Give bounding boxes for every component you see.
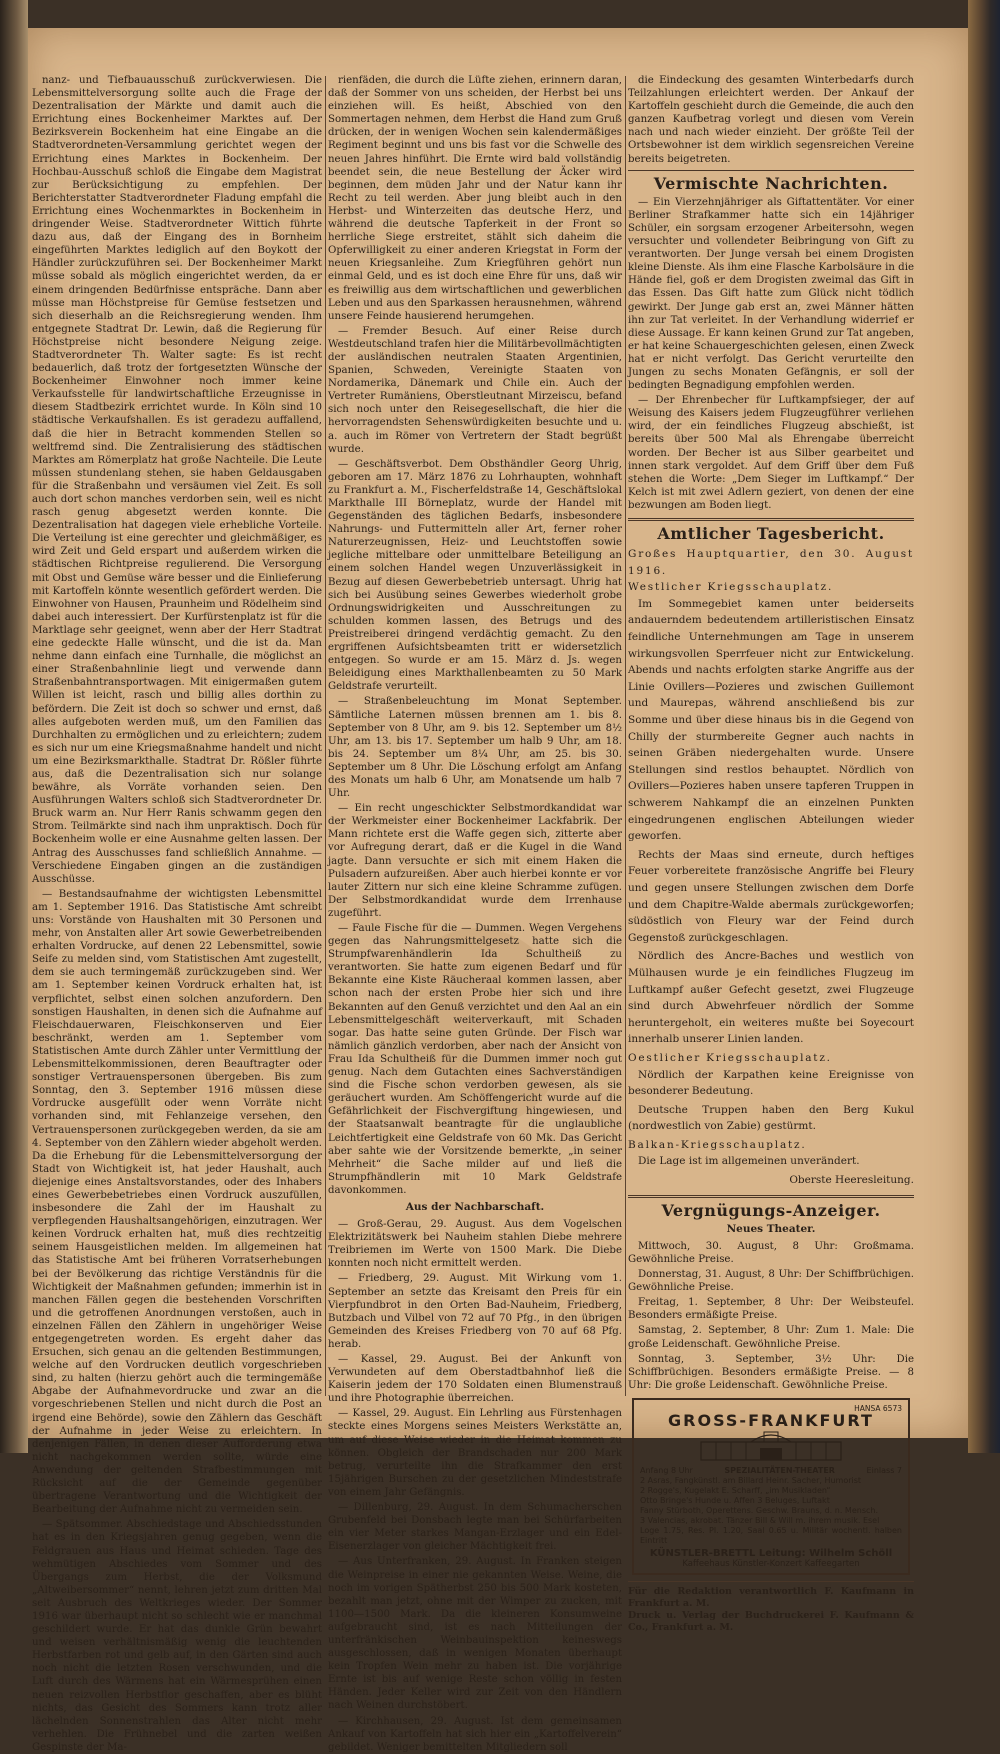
report-paragraph: Rechts der Maas sind erneute, durch heftiges Feuer vorbereitete französische Angriffe bei Fleury und gegen unsere Stellungen zwischen dem Dorfe und dem Chapitre-Walde abermals zurückgeworfen; südöstlich von Fleury war der Feind durch Gegenstoß zurückgeschlagen. — [628, 848, 914, 944]
article-bestandsaufnahme: — Bestandsaufnahme der wichtigsten Lebensmittel am 1. September 1916. Das Statistische Amt schreibt uns: Vorstände von Haushalten mit 30 Personen und mehr, von Anstalten aller Art sowie Gewerbetreibenden erhalten Vordrucke, auf denen 22 Lebensmittel, sowie Seife zu melden sind, vom Statistischen Amt zugestellt, dem sie auch termingemäß zurückzugeben sind. Wer am 1. September keinen Vordruck erhalten hat, ist verpflichtet, selbst einen solchen anzufordern. Den sonstigen Haushalten, in denen sich die Aufnahme auf Fleischdauerwaren, Fleischkonserven und Eier beschränkt, werden am 1. September vom Statistischen Amte durch Zähler unter Vermittlung der Lebensmittelkommissionen, deren Beauftragter oder sonstiger Vertrauenspersonen übergeben. Bis zum Sonntag, den 3. September 1916 müssen diese Vordrucke ausgefüllt oder wenn Vorräte nicht vorhanden sind, mit Fehlanzeige versehen, den Vertrauenspersonen zurückgegeben werden, da sie am 4. September von den Zählern wieder abgeholt werden. Da die Erhebung für die Lebensmittelversorgung der Stadt von Wichtigkeit ist, hat jeder Haushalt, auch diejenige eines Anstaltsvorstandes, oder des Inhabers eines Gewerbebetriebes einen Vordruck auszufüllen, insbesondere die Zahl der im Haushalt zu verpflegenden Haushaltsangehörigen, einzutragen. Wer keinen Vordruck erhalten hat, muß dies rechtzeitig seinem Hausgeistlichen melden. Im allgemeinen hat das Statistische Amt bei früheren Vorratserhebungen bei der Bevölkerung das richtige Verständnis für die Wichtigkeit der Maßnahmen gefunden; immerhin ist in manchen Fällen gegen die bestehenden Vorschriften und die getroffenen Anordnungen verstoßen, auch in einzelnen Fällen den Zählern in ungehöriger Weise entgegengetreten worden. Es ergeht daher das Ersuchen, sich genau an die geltenden Bestimmungen, welche auf den Vordrucken deutlich vorgeschrieben sind, zu halten (hierzu gehört auch die termingemäße Abgabe der Aufnahmevordrucke und zwar an die vorgeschriebenen Stellen und nicht durch die Post an irgend eine Behörde), sowie den Zählern das Geschäft der Aufnahme in jeder Weise zu erleichtern. In denjenigen Fällen, in denen dieser Aufforderung etwa nicht nachgekommen werden sollte, würde eine Anwendung der geltenden Strafbestimmungen mit Rücksicht auf die der Gemeinde gegenüber übertragene Verantwortung und die Wichtigkeit der Bearbeitung der Aufnahme nicht zu vermeiden sein. — [32, 888, 322, 1516]
article-fremder-besuch: — Fremder Besuch. Auf einer Reise durch Westdeutschland trafen hier die Militärbevollmächtigten der ausländischen neutralen Staaten Argentinien, Spanien, Schweden, Vereinigte Staaten von Nordamerika, Dänemark und Chile ein. Auch der Vertreter Rumäniens, Oberstleutnant Mirzeiscu, befand sich noch unter den Reisegesellschaft, die hier die hervorragendsten Sehenswürdigkeiten besuchte und u. a. auch im Römer von Vertretern der Stadt begrüßt wurde. — [328, 325, 622, 455]
news-kassel-2: — Kassel, 29. August. Ein Lehrling aus Fürstenhagen steckte eines Morgens seines Meisters Werkstätte an, um auf diese Weise wieder in die Heimat kommen zu können. Obgleich der Brandschaden nur 200 Mark betrug, verurteilte ihn die Strafkammer den erst 15jährigen Burschen zu der gesetzlichen Mindeststrafe von einem Jahr Gefängnis. — [328, 1408, 622, 1498]
ad-line: 3 Valencias, akrobat. Tänzer Bill & Will m. ihrem musik. Esel — [640, 1515, 880, 1525]
article-strassenbeleuchtung: — Straßenbeleuchtung im Monat September. Sämtliche Laternen müssen brennen am 1. bis 8. September von 8 Uhr, am 9. bis 12. September um 8½ Uhr, am 13. bis 17. September um halb 9 Uhr, am 18. bis 24. September um 8¼ Uhr, am 25. bis 30. September um 8 Uhr. Die Löschung erfolgt am Anfang des Monats um halb 6 Uhr, am Monatsende um halb 7 Uhr. — [328, 696, 622, 800]
theater-listing: Freitag, 1. September, 8 Uhr: Der Weibsteufel. Besonders ermäßigte Preise. — [628, 1297, 914, 1322]
news-unterfranken: — Aus Unterfranken, 29. August. In Franken steigen die Weinpreise in einer nie gekannten Weise. Weine, die noch im vorigen Spätherbst 250 bis 500 Mark kosteten, bezahlt man jetzt, ohne mit der Wimper zu zucken, mit 1100—1500 Mark. Da die kleineren Konsumweine aufgebraucht sind, ist es nach Mitteilungen der unterfränkischen Weinbauinspektion keineswegs ausgeschlossen, daß in wenigen Monaten überhaupt kein Tropfen Wein mehr zu haben ist. Die vorjährige Ernte ist bis auf wenige Reste schon völlig in festen Händen. Jeder Keller wird zur Zeit von den Händlern nach Weinen durchstöbert. — [328, 1556, 622, 1712]
news-kirchhausen: — Kirchhausen, 29. August. Ist dem gemeinsamen Ankauf von Kartoffeln hat sich hier ein „Kartoffelverein“ gebildet. Weniger bemittelten Mitgliedern soll — [328, 1715, 622, 1753]
article-spaetsommer-cont: rienfäden, die durch die Lüfte ziehen, erinnern daran, daß der Sommer von uns scheiden, der Herbst bei uns einziehen will. Es heißt, Abschied von den Sommertagen nehmen, dem Herbst die Hand zum Gruß drücken, der in wenigen Wochen sein kalendermäßiges Regiment beginnt und uns bis fast vor die Schwelle des neuen Jahres hinführt. Die Ernte wird bald vollständig beendet sein, die neue Bestellung der Äcker wird beginnen, dem müden Jahr und der Natur kann ihr Recht zu teil werden. Aber jung bleibt auch in den Herbst- und Winterzeiten das deutsche Herz, und während die deutsche Tapferkeit in der Front so herrliche Siege erstreitet, stählt sich daheim die Opferwilligkeit zu einer anderen Kriegstat in Form der neuen Kriegsanleihe. Zum Kriegführen gehört nun einmal Geld, und es ist doch eine Ehre für uns, daß wir es freiwillig aus dem wirtschaftlichen und gewerblichen Leben und aus den Sparkassen herausnehmen, während unsere Feinde hausierend herumgehen. — [328, 75, 622, 322]
theater-listing: Sonntag, 3. September, 3½ Uhr: Die Schiffbrüchigen. Besonders ermäßigte Preise. — 8 Uhr: Die große Leidenschaft. Gewöhnliche Preise. — [628, 1353, 914, 1391]
advertisement-gross-frankfurt — [632, 1398, 910, 1575]
report-paragraph: Im Sommegebiet kamen unter beiderseits andauerndem bedeutendem artilleristischen Einsatz feindliche Unternehmungen am Tage in unserem wirkungsvollen Sperrfeuer nicht zur Entwickelung. Abends und nachts erfolgten starke Angriffe aus der Linie Ovillers—Pozieres und zwischen Guillemont und Maurepas, während anschließend bis zur Somme und über diese hinaus bis in die Gegend von Chilly der sturmbereite Gegner auch nachts in seinen Gräben niedergehalten wurde. Unsere Stellungen sind restlos behauptet. Nördlich von Ovillers—Pozieres haben unsere tapferen Truppen in schwerem Nahkampf die an einzelnen Punkten eingedrungenen englischen Abteilungen wieder geworfen. — [628, 597, 914, 843]
ad-footer-2: Kaffeehaus Künstler-Konzert Kaffeegarten — [682, 1558, 860, 1569]
section-rule — [628, 518, 914, 521]
theater-listing: Mittwoch, 30. August, 8 Uhr: Großmama. Gewöhnliche Preise. — [628, 1240, 914, 1265]
section-rule — [628, 170, 914, 171]
ad-venue: SPEZIALITÄTEN-THEATER — [724, 1465, 835, 1475]
ad-header-row — [640, 1466, 902, 1476]
article-markt-bockenheim: nanz- und Tiefbauausschuß zurückverwiesen. Die Lebensmittelversorgung sollte auch die Frage der Dezentralisation der Märkte und damit auch die Errichtung eines Bockenheimer Marktes auf. Der Bezirksverein Bockenheim hat eine Eingabe an die Stadtverordneten-Versammlung gerichtet wegen der Errichtung eines Marktes in Bockenheim. Der Hochbau-Ausschuß schloß die Eingabe dem Magistrat zur Berücksichtigung zu empfehlen. Der Berichterstatter Stadtverordneter Fladung empfahl die Errichtung eines Wochenmarktes in Bockenheim in dringender Weise. Stadtverordneter Wittich führte dazu aus, daß der Eingang des in Bornheim eingeführten Marktes lediglich auf den Boykott der Händler zurückzuführen sei. Der Bockenheimer Markt müsse sobald als möglich eingerichtet werden, da er einem dringenden Bedürfnisse entspräche. Dann aber müsse man Höchstpreise für Gemüse festsetzen und sich dieserhalb an die Reichsregierung wenden. Ihm entgegnete Stadtrat Dr. Lewin, daß die Regierung für Höchstpreise nicht besondere Neigung zeige. Stadtverordneter Th. Walter sagte: Es ist recht bedauerlich, daß trotz der fortgesetzten Wünsche der Bockenheimer Einwohner noch immer keine Verkaufsstelle für landwirtschaftliche Erzeugnisse in diesem Stadtbezirk errichtet wurde. In Köln sind 10 städtische Verkaufshallen. Es ist geradezu auffallend, daß die hier in Betracht kommenden Stellen so weltfremd sind. Die Zentralisierung des städtischen Marktes am Römerplatz hat große Nachteile. Die Leute müssen stundenlang stehen, sie haben Geldausgaben für die Straßenbahn und versäumen viel Zeit. Es soll auch dort schon manches verdorben sein, weil es nicht rasch genug abgesetzt werden konnte. Die Dezentralisation hat dagegen viele erhebliche Vorteile. Die Verteilung ist eine gerechter und gleichmäßiger, es wird Zeit und Geld erspart und außerdem wirken die städtischen Richtpreise regulierend. Die Versorgung mit Obst und Gemüse wäre besser und die Einlieferung mit Kartoffeln könnte wesentlich gefördert werden. Die Einwohner von Hausen, Praunheim und Rödelheim sind dabei auch interessiert. Der Kurfürstenplatz ist für die Marktlage sehr geeignet, wenn aber der Herr Stadtrat eine gedeckte Halle wünscht, und die ist da. Man nehme dann einfach eine Turnhalle, die möglichst an einer Straßenbahnlinie liegt und verwende dann Straßenbahntransportwagen. Mit einigermaßen gutem Willen ist leicht, rasch und billig alles dorthin zu befördern. Die Zeit ist doch so schwer und ernst, daß alles aufgeboten werden muß, um den Familien das Durchhalten zu ermöglichen und zu erleichtern; zudem es sich nur um eine Kriegsmaßnahme handelt und nicht um eine Bezirksmarkthalle. Stadtrat Dr. Rößler führte aus, daß die Dezentralisation sich nur solange bewähre, als Vorräte vorhanden seien. Den Ausführungen Walters schloß sich Stadtverordneter Dr. Bruck warm an. Nur Herr Ranis schwamm gegen den Strom. Teilmärkte sind nach ihm unpraktisch. Doch für Bockenheim wolle er eine Ausnahme gelten lassen. Der Antrag des Ausschusses fand schließlich Annahme. — Verschiedene Eingaben gingen an die zuständigen Ausschüsse. — [32, 75, 322, 885]
section-heading-nachbarschaft: Aus der Nachbarschaft. — [405, 1200, 545, 1213]
theater-listing: Donnerstag, 31. August, 8 Uhr: Der Schiffbrüchigen. Gewöhnliche Preise. — [628, 1269, 914, 1294]
report-paragraph: Nördlich der Karpathen keine Ereignisse von besonderer Bedeutung. — [628, 1068, 914, 1098]
report-paragraph: Deutsche Truppen haben den Berg Kukul (nordwestlich von Zabie) gestürmt. — [628, 1103, 914, 1133]
imprint-publisher: Druck u. Verlag der Buchdruckerei F. Kaufmann & Co., Frankfurt a. M. — [628, 1609, 914, 1633]
report-dateline: Großes Hauptquartier, den 30. August 1916. — [628, 548, 914, 577]
section-heading-tagesbericht: Amtlicher Tagesbericht. — [657, 524, 885, 543]
column-2 — [328, 74, 622, 1753]
report-balkan-front: Balkan-Kriegsschauplatz. — [628, 1138, 807, 1151]
theater-building-icon — [696, 1428, 846, 1462]
column-1 — [32, 74, 322, 1753]
section-rule — [628, 1195, 914, 1198]
article-geschaeftsverbot: — Geschäftsverbot. Dem Obsthändler Georg Uhrig, geboren am 17. März 1876 zu Lohrhaupten, wohnhaft zu Frankfurt a. M., Fischerfeldstraße 14, Geschäftslokal Markthalle III Börneplatz, wurde der Handel mit Gegenständen des täglichen Bedarfs, insbesondere Nahrungs- und Futtermitteln aller Art, ferner roher Naturerzeugnissen, Heiz- und Leuchtstoffen sowie jegliche mittelbare oder unmittelbare Beteiligung an einem solchen Handel wegen Unzuverlässigkeit in Bezug auf diesen Gewerbebetrieb untersagt. Uhrig hat sich bei Ausübung seines Gewerbes wiederholt grobe Ordnungswidrigkeiten und Ausschreitungen zu schulden kommen lassen, des Betrugs und des Preistreiberei dringend verdächtig gemacht. Zu den ergriffenen Aufsichtsbeamten tritt er widersetzlich entgegen. So wurde er am 15. März d. Js. wegen Beleidigung eines Markthallenbeamten zu 50 Mark Geldstrafe verurteilt. — [328, 458, 622, 693]
article-giftattentaeter: — Ein Vierzehnjähriger als Giftattentäter. Vor einer Berliner Strafkammer hatte sich ein 14jähriger Schüler, ein sorgsam erzogener Arbeitersohn, wegen versuchter und vollendeter Beibringung von Gift zu verantworten. Der Junge versah bei einem Drogisten kleine Dienste. Als ihm eine Flasche Karbolsäure in die Hände fiel, goß er dem Drogisten zweimal das Gift in das Essen. Das Gift hatte zum Glück nicht tödlich gewirkt. Der Junge gab erst an, zwei Männer hätten ihn zur Tat verleitet. In der Verhandlung widerrief er diese Aussage. Er kann keinen Grund zur Tat angeben, er hat keine Schauergeschichten gelesen, einen Zweck hat er nicht verfolgt. Das Gericht verurteilte den Jungen zu sechs Monaten Gefängnis, er soll der bedingten Begnadigung empfohlen werden. — [628, 196, 914, 392]
article-spaetsommer: — Spätsommer. Abschiedstage und Abschiedsstunden hat es in den Kriegsjahren genug gegeben, wenn die Feldgrauen aus Haus und Heimat schieden. Tage des wehmütigen Abschiedes vom Sommer und des Übergangs zum Herbst, die der Volksmund „Altweibersommer“ nennt, lehren jetzt zum dritten Mal seit Ausbruch des Weltkrieges wieder. Der Sommer 1916 war überhaupt nicht so schlecht wie er manchmal geschildert wurde. Er hat das dunkle Grün bewahrt und weisen verhältnismäßig wenig die leuchtenden Herbstfarben rot und gelb auf, in den Gärten sind auch noch nicht die letzten Rosen verschwunden, und die Luft durch des Wärmens hat ein Wärmesprühen einen neuen reizvollen Herbstflor geschaffen, aber es blüht nichts, das Gesicht des Sommers kann trotz aller lächelnden Sonnenstrahlen das Alter nicht mehr verhehlen. Die Frühnebel und die zarten weißen Gespinste der Ma- — [32, 1519, 322, 1753]
section-heading-vermischte: Vermischte Nachrichten. — [653, 173, 889, 193]
column-divider — [625, 76, 626, 1396]
column-divider — [325, 76, 326, 1396]
theater-listing: Samstag, 2. September, 8 Uhr: Zum 1. Male: Die große Leidenschaft. Gewöhnliche Preise. — [628, 1325, 914, 1350]
newspaper-page — [28, 28, 968, 1753]
book-binding-right — [968, 0, 1000, 1453]
section-rule — [628, 1581, 914, 1582]
ad-line: Fanny Stürboth, Operettens. Geschw. Brauns, d. n. Mensch. — [640, 1505, 878, 1515]
article-selbstmordkandidat: — Ein recht ungeschickter Selbstmordkandidat war der Werkmeister einer Bockenheimer Lackfabrik. Der Mann richtete erst die Waffe gegen sich, zitterte aber vor Aufregung derart, daß er die Kugel in die Wand jagte. Dann versuchte er sich mit einem Haken die Pulsadern aufzureißen. Aber auch hierbei konnte er vor lauter Zittern nur sich eine kleine Schramme zufügen. Der Selbstmordkandidat wurde dem Irrenhause zugeführt. — [328, 803, 622, 919]
imprint-editor: Für die Redaktion verantwortlich F. Kaufmann in Frankfurt a. M. — [628, 1585, 914, 1609]
article-ehrenbecher: — Der Ehrenbecher für Luftkampfsieger, der auf Weisung des Kaisers jedem Flugzeugführer verliehen wird, der ein feindliches Flugzeug abschießt, ist bereits über 500 Mal als Ehrengabe überreicht worden. Der Becher ist aus Silber gearbeitet und innen stark vergoldet. Auf dem Griff über dem Fuß stehen die Worte: „Dem Sieger im Luftkampf.“ Der Kelch ist mit zwei Adlern geziert, von denen der eine bezwungen am Boden liegt. — [628, 395, 914, 511]
report-western-front: Westlicher Kriegsschauplatz. — [628, 581, 834, 594]
ad-line: Otto Bringe's Hunde u. Affen 3 Beluges, Luftakt — [640, 1495, 830, 1505]
ad-phone: HANSA 6573 — [854, 1403, 902, 1413]
ad-start-time: Anfang 8 Uhr — [640, 1465, 693, 1475]
ad-title: GROSS-FRANKFURT — [668, 1410, 874, 1430]
news-friedberg: — Friedberg, 29. August. Mit Wirkung vom 1. September an setzte das Kreisamt den Preis für ein Vierpfundbrot in den Orten Bad-Nauheim, Friedberg, Butzbach und Vilbel von 72 auf 70 Pfg., in den übrigen Gemeinden des Kreises Friedberg von 70 auf 68 Pfg. herab. — [328, 1273, 622, 1350]
theater-name: Neues Theater. — [726, 1222, 816, 1235]
ad-line: 2 Asras, Fangkünstl. am Billard Heinr. Sacher, Humorist — [640, 1475, 862, 1485]
report-eastern-front: Oestlicher Kriegsschauplatz. — [628, 1051, 832, 1064]
section-heading-vergnuegungen: Vergnügungs-Anzeiger. — [661, 1200, 881, 1220]
ad-entry-time: Einlass 7 — [866, 1465, 902, 1475]
news-dillenburg: — Dillenburg, 29. August. In dem Schumacherschen Grubenfeld bei Donsbach legte man bei Schürfarbeiten ein vier Meter starkes Mangan-Erzlager und ein Edel-Eisenerzlager von gleicher Mächtigkeit frei. — [328, 1502, 622, 1553]
news-gross-gerau: — Groß-Gerau, 29. August. Aus dem Vogelschen Elektrizitätswerk bei Nauheim stahlen Diebe mehrere Treibriemen im Werte von 1500 Mark. Die Diebe konnten noch nicht ermittelt werden. — [328, 1219, 622, 1270]
report-paragraph: Die Lage ist im allgemeinen unverändert. — [638, 1155, 860, 1168]
war-report — [628, 546, 914, 1189]
news-kassel-1: — Kassel, 29. August. Bei der Ankunft von Verwundeten auf dem Oberstadtbahnhof ließ die Kaiserin jedem der 170 Soldaten einen Blumenstrauß und ihre Photographie überreichen. — [328, 1354, 622, 1405]
report-signature: Oberste Heeresleitung. — [789, 1174, 914, 1187]
ad-prices: Loge 1.75, Res. Pl. 1.20, Saal 0.65 u. Militär wochentl. halben Eintritt — [640, 1525, 902, 1545]
book-binding-left — [0, 0, 28, 1453]
article-faule-fische: — Faule Fische für die — Dummen. Wegen Vergehens gegen das Nahrungsmittelgesetz hatte sich die Strumpfwarenhändlerin Ida Schultheiß zu verantworten. Sie hatte zum eigenen Bedarf und für Bekannte eine Kiste Räucheraal kommen lassen, aber schon nach der ersten Probe hier sich und ihre Bekannten auf den Genuß verzichtet und den Aal an ein Lebensmittelgeschäft weiterverkauft, mit Schaden sogar. Das hatte seine guten Gründe. Der Fisch war nämlich gänzlich verdorben, aber nach der Ansicht von Frau Ida Schultheiß für die Dummen immer noch gut genug. Nach dem Gutachten eines Sachverständigen sind die Fische schon verdorben gewesen, als sie geräuchert wurden. Am Schöffengericht wurde auf die Gefährlichkeit der Fischvergiftung hingewiesen, und der Staatsanwalt beantragte für die unglaubliche Leichtfertigkeit eine Geldstrafe von 60 Mk. Das Gericht aber sahte wie der Vorsitzende bemerkte, „in seiner Mehrheit“ die Sache milder auf und ließ die Strumpfhändlerin mit 10 Mark Geldstrafe davonkommen. — [328, 923, 622, 1196]
ad-line: 2 Rogge's, Kugelakt E. Scharff, „im Musikladen“ — [640, 1485, 831, 1495]
news-kirchhausen-cont: die Eindeckung des gesamten Winterbedarfs durch Teilzahlungen erleichtert werden. Der Ankauf der Kartoffeln geschieht durch die Gemeinde, die auch den ganzen Kaufbetrag vorlegt und diesen vom Verein nach und nach wieder einzieht. Der größte Teil der Ortsbewohner ist dem wirklich segensreichen Vereine bereits beigetreten. — [628, 75, 914, 165]
column-3 — [628, 74, 914, 1633]
ad-footer: KÜNSTLER-BRETTL Leitung: Wilhelm Schöll — [649, 1547, 893, 1559]
report-paragraph: Nördlich des Ancre-Baches und westlich von Mülhausen wurde je ein feindliches Flugzeug im Luftkampf außer Gefecht gesetzt, zwei Flugzeuge sind durch Abwehrfeuer nördlich der Somme heruntergeholt, ein weiteres mußte bei Soyecourt innerhalb unserer Linien landen. — [628, 950, 914, 1046]
